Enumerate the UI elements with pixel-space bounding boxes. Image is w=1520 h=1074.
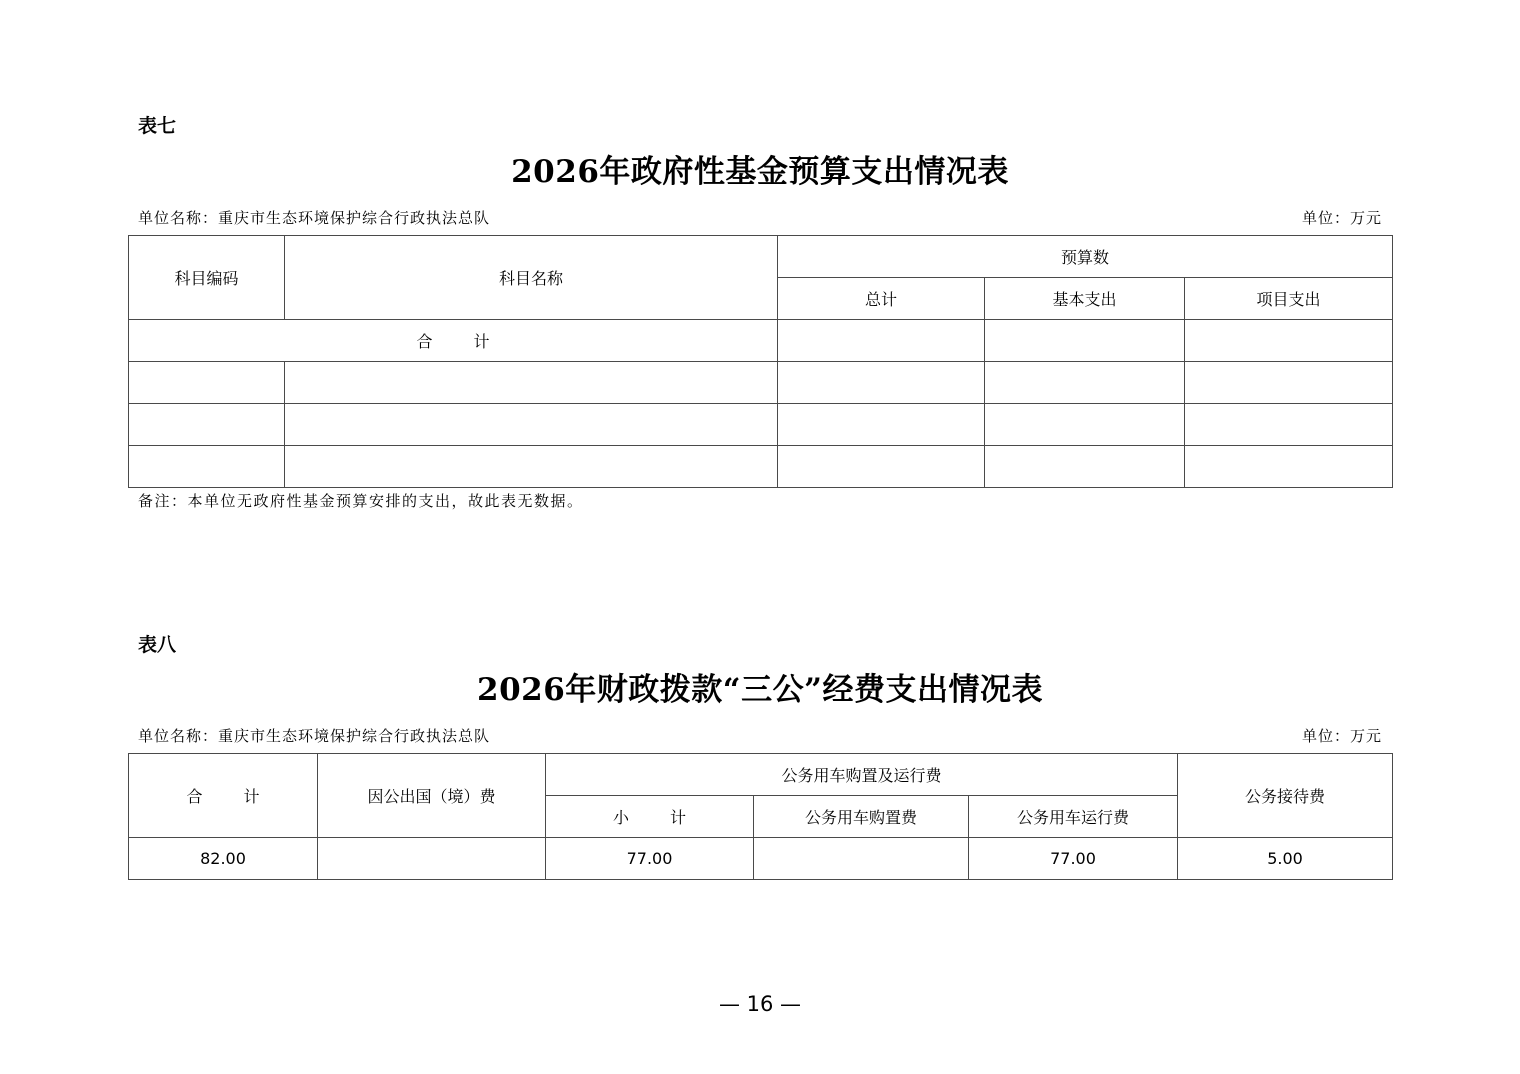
table7-total-label [129, 320, 778, 362]
table-row [129, 362, 1393, 404]
table-cell [129, 362, 285, 404]
table8-value-purchase [754, 838, 969, 880]
table-cell [129, 404, 285, 446]
table7-header-code: 科目编码 [129, 236, 285, 320]
table8-header-total [129, 754, 318, 838]
table8-unit-name: 单位名称：重庆市生态环境保护综合行政执法总队 [138, 727, 491, 745]
table7-header-name: 科目名称 [285, 236, 778, 320]
table8-title: 2026年财政拨款“三公”经费支出情况表 [477, 672, 1043, 708]
table7-total-row [129, 320, 1393, 362]
table-cell [985, 446, 1185, 488]
table-cell [285, 404, 778, 446]
table-cell [778, 320, 985, 362]
table7-meta [138, 207, 1382, 229]
table-row [129, 404, 1393, 446]
table8-header-reception: 公务接待费 [1178, 754, 1393, 838]
table8-value-operation: 77.00 [969, 838, 1178, 880]
table7-header-budget: 预算数 [778, 236, 1393, 278]
table8-header-operation: 公务用车运行费 [969, 796, 1178, 838]
table7-label: 表七 [138, 115, 177, 137]
table8-header-purchase: 公务用车购置费 [754, 796, 969, 838]
table8-header-total-text: 合 计 [186, 787, 278, 806]
table-cell [778, 362, 985, 404]
table8-header-subtotal-text: 小 计 [612, 808, 705, 827]
table8-meta [138, 725, 1382, 747]
table-row [129, 446, 1393, 488]
table7-total-label-text: 合 计 [416, 332, 508, 351]
table-cell [985, 362, 1185, 404]
table-cell [129, 446, 285, 488]
table8-header-vehicle: 公务用车购置及运行费 [546, 754, 1178, 796]
table7-note: 备注：本单位无政府性基金预算安排的支出，故此表无数据。 [138, 492, 584, 510]
table8-value-total: 82.00 [129, 838, 318, 880]
table-cell [1185, 446, 1393, 488]
table8-value-reception: 5.00 [1178, 838, 1393, 880]
table-cell [285, 362, 778, 404]
table-cell [285, 446, 778, 488]
table7-header-project: 项目支出 [1185, 278, 1393, 320]
table-cell [778, 446, 985, 488]
table8-header-abroad: 因公出国（境）费 [318, 754, 546, 838]
table-cell [1185, 320, 1393, 362]
table8-header-subtotal [546, 796, 754, 838]
table8-unit: 单位：万元 [1301, 727, 1382, 745]
table7-header-basic: 基本支出 [985, 278, 1185, 320]
table7-grid [128, 235, 1393, 488]
table-cell [1185, 404, 1393, 446]
page-number: — 16 — [718, 992, 802, 1016]
table-cell [1185, 362, 1393, 404]
table8-grid [128, 753, 1393, 880]
table-cell [985, 320, 1185, 362]
table-cell [985, 404, 1185, 446]
table8-value-subtotal: 77.00 [546, 838, 754, 880]
table-cell [778, 404, 985, 446]
table7-unit-name: 单位名称：重庆市生态环境保护综合行政执法总队 [138, 209, 491, 227]
table8-data-row [129, 838, 1393, 880]
table7-unit: 单位：万元 [1301, 209, 1382, 227]
table7-title: 2026年政府性基金预算支出情况表 [511, 154, 1009, 190]
table8-value-abroad [318, 838, 546, 880]
table7-header-total: 总计 [778, 278, 985, 320]
table8-label: 表八 [138, 634, 177, 656]
